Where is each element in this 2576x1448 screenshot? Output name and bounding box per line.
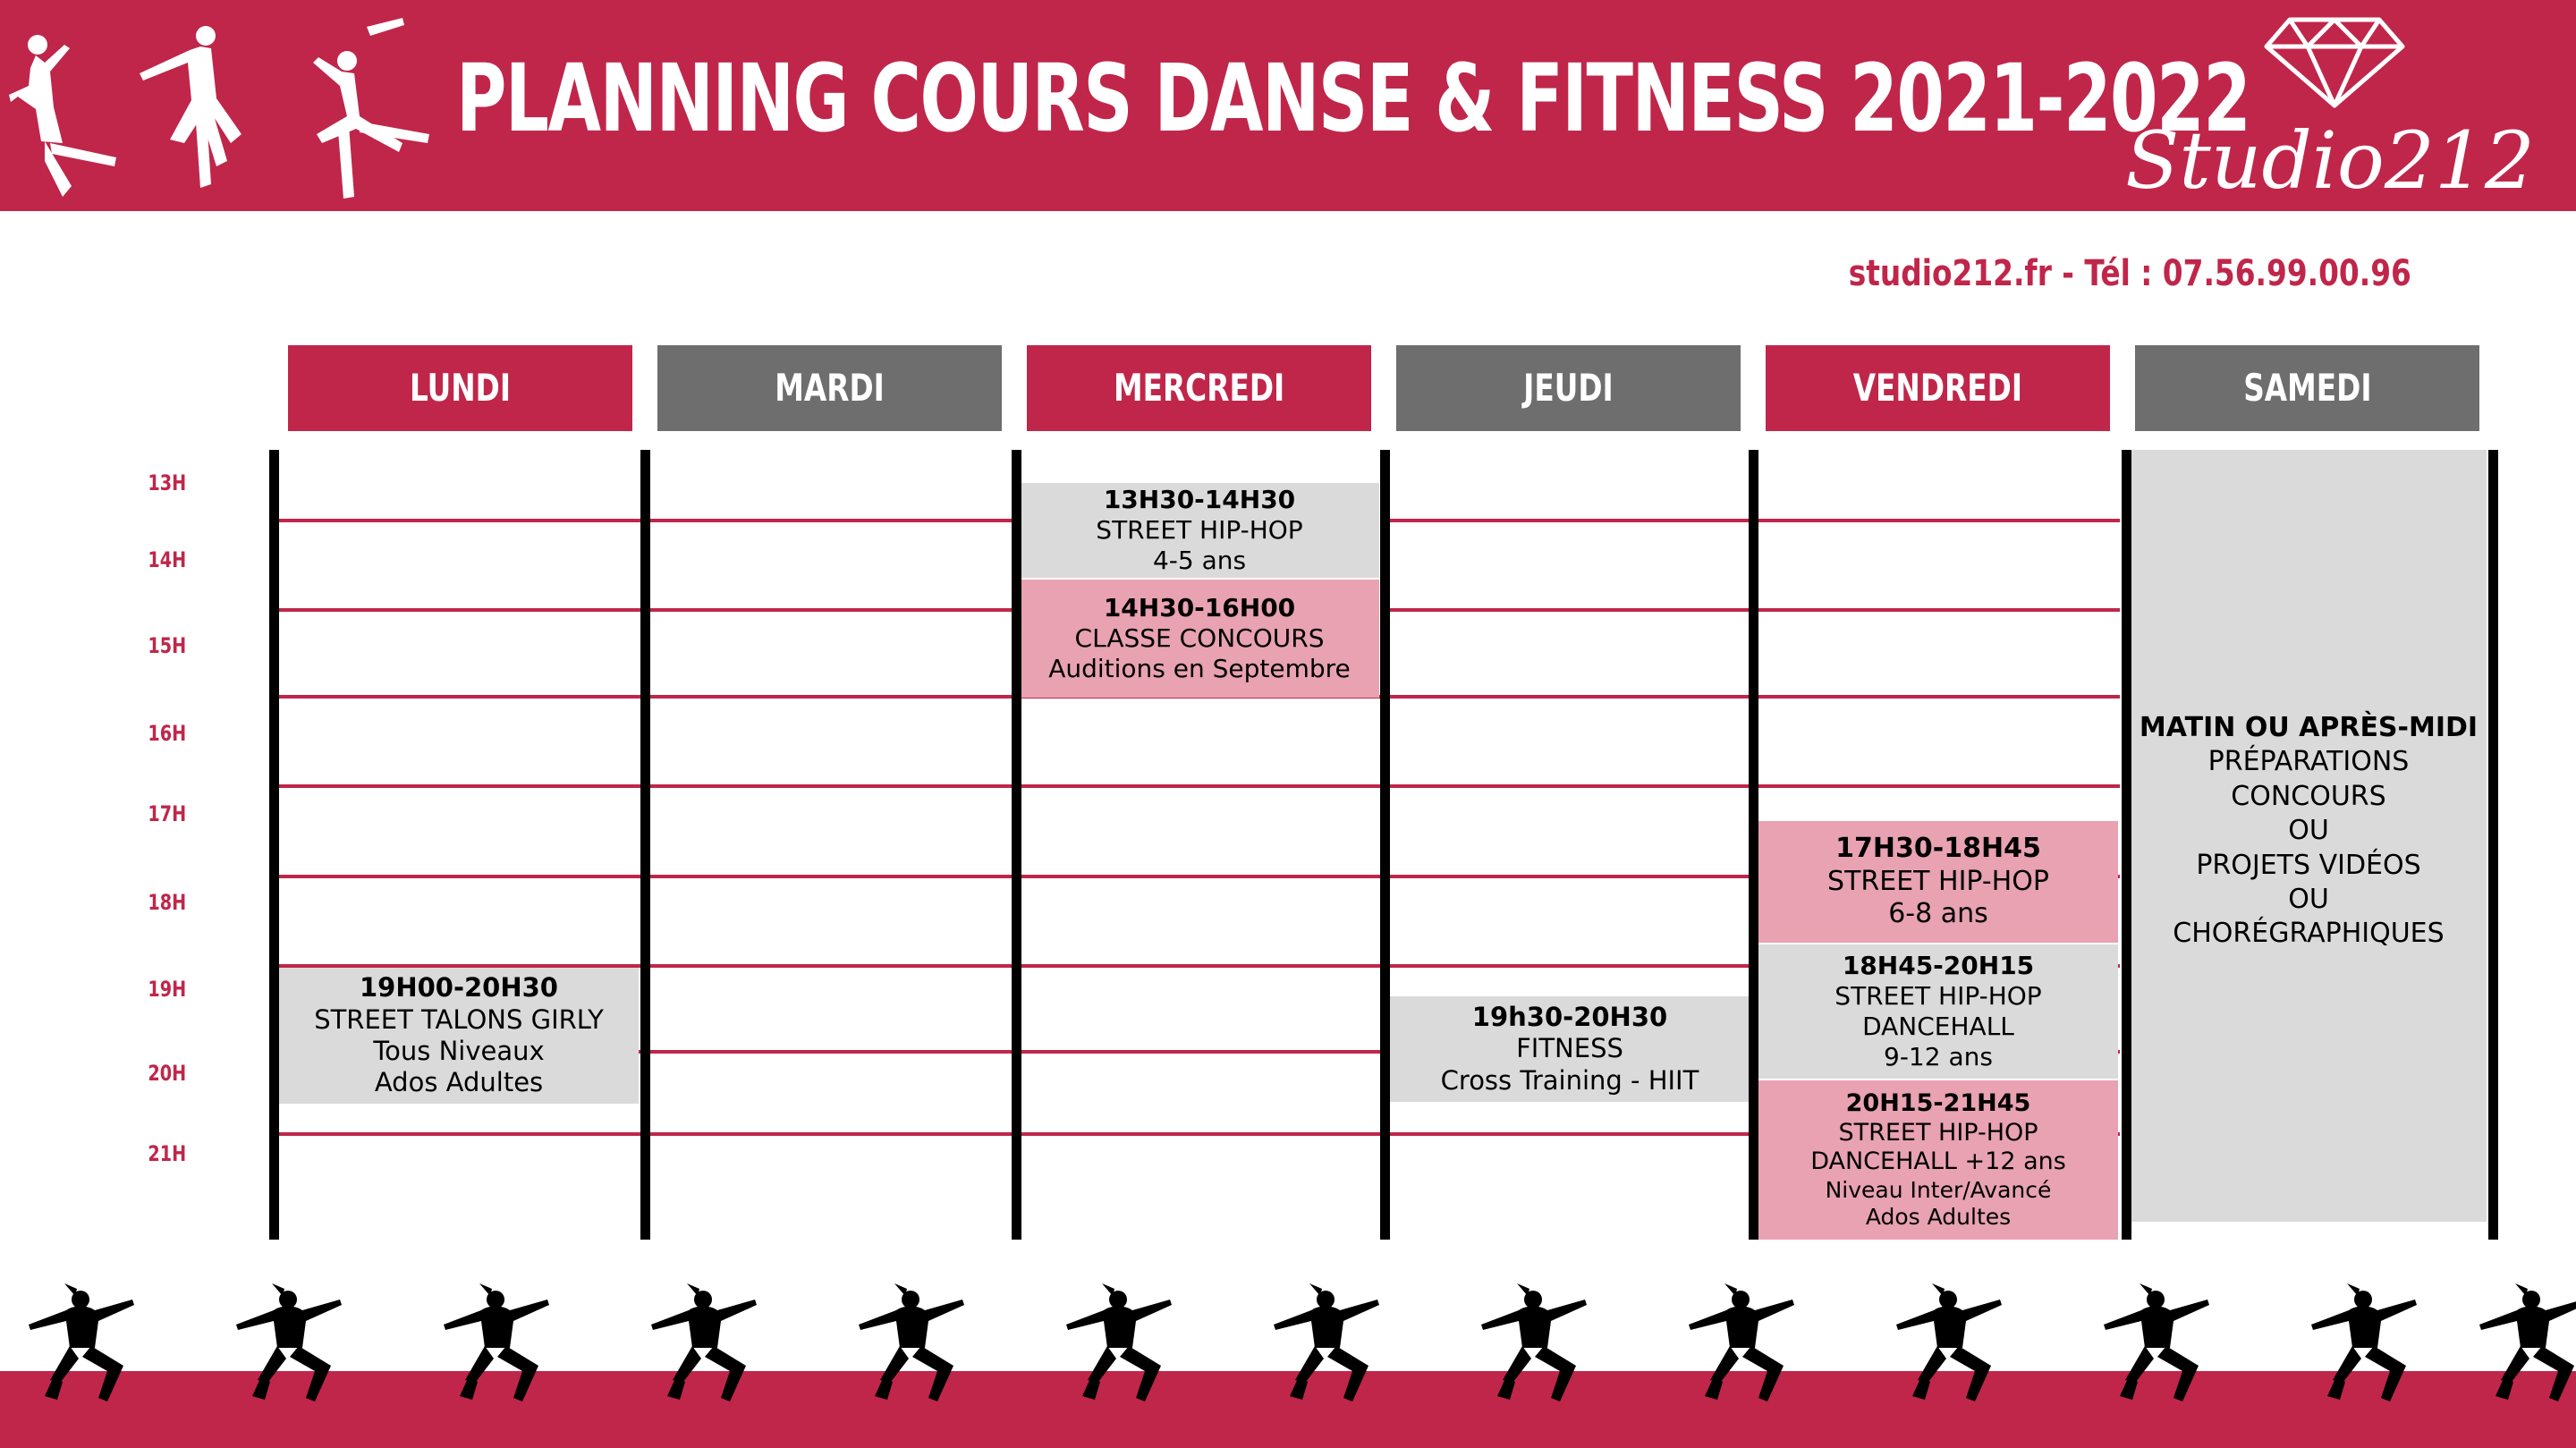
dancer-silhouette-icon <box>2104 1283 2209 1401</box>
class-line: PROJETS VIDÉOS <box>2196 849 2421 881</box>
class-line: DANCEHALL <box>1862 1012 2014 1041</box>
contact-info[interactable]: studio212.fr - Tél : 07.56.99.00.96 <box>1848 253 2411 294</box>
class-line: DANCEHALL +12 ans <box>1810 1147 2066 1176</box>
column-divider <box>1012 450 1021 1240</box>
class-time: 19H00-20H30 <box>359 972 558 1003</box>
column-divider <box>1749 450 1758 1240</box>
class-line: 4-5 ans <box>1152 546 1247 576</box>
day-header-vendredi: VENDREDI <box>1766 345 2110 431</box>
class-block-lundi-street-talons[interactable] <box>279 968 639 1104</box>
dancer-silhouette-icon <box>1896 1283 2002 1401</box>
class-line: STREET HIP-HOP <box>1827 865 2049 897</box>
column-divider <box>2488 450 2498 1240</box>
class-block-vendredi-street-hiphop-9-12[interactable] <box>1758 944 2118 1079</box>
dancer-silhouette-icon <box>236 1283 342 1401</box>
class-line: 6-8 ans <box>1888 898 1988 930</box>
class-time: MATIN OU APRÈS-MIDI <box>2139 712 2479 743</box>
class-line: Tous Niveaux <box>373 1036 545 1066</box>
dancer-silhouette-icon <box>2479 1283 2576 1401</box>
dancer-silhouette-icon <box>1481 1283 1587 1401</box>
day-header-lundi: LUNDI <box>288 345 632 431</box>
day-header-jeudi: JEUDI <box>1396 345 1741 431</box>
dancers-logo-icon <box>9 9 438 210</box>
hour-label-14h: 14H <box>148 547 187 572</box>
column-divider <box>1380 450 1390 1240</box>
class-time: 18H45-20H15 <box>1842 950 2035 980</box>
brand-logo-text: Studio212 <box>2125 114 2535 207</box>
class-line: STREET HIP-HOP <box>1096 514 1303 545</box>
page-title: PLANNING COURS DANSE & FITNESS 2021-2022 <box>456 44 2250 153</box>
hour-label-17h: 17H <box>148 801 187 826</box>
day-header-mardi: MARDI <box>657 345 1002 431</box>
hour-label-21h: 21H <box>148 1141 187 1166</box>
class-block-vendredi-street-hiphop-6-8[interactable] <box>1758 821 2118 943</box>
class-line: PRÉPARATIONS <box>2207 746 2410 778</box>
class-line: CONCOURS <box>2231 780 2386 812</box>
class-block-mercredi-street-hiphop[interactable] <box>1020 483 1379 578</box>
class-time: 20H15-21H45 <box>1845 1089 2031 1118</box>
diamond-logo-icon <box>2263 16 2406 109</box>
dancer-silhouette-icon <box>444 1283 549 1401</box>
day-header-samedi: SAMEDI <box>2135 345 2479 431</box>
dancer-silhouette-icon <box>1274 1283 1379 1401</box>
column-divider <box>640 450 650 1240</box>
class-time: 14H30-16H00 <box>1103 592 1296 622</box>
class-line: OU <box>2288 815 2329 847</box>
class-line: 9-12 ans <box>1884 1042 1993 1072</box>
hour-label-13h: 13H <box>148 470 187 495</box>
class-line: Ados Adultes <box>374 1067 544 1098</box>
dancer-silhouettes-row <box>0 1270 2576 1404</box>
dancer-silhouette-icon <box>1066 1283 1172 1401</box>
class-block-vendredi-street-hiphop-12plus[interactable] <box>1758 1080 2118 1240</box>
class-line: Niveau Inter/Avancé <box>1825 1176 2052 1203</box>
column-divider <box>269 450 279 1240</box>
class-line: Auditions en Septembre <box>1048 654 1351 684</box>
class-line: Cross Training - HIIT <box>1440 1064 1699 1096</box>
hour-label-18h: 18H <box>148 890 187 915</box>
class-line: FITNESS <box>1516 1033 1623 1064</box>
dancer-silhouette-icon <box>859 1283 964 1401</box>
class-time: 13H30-14H30 <box>1103 484 1296 514</box>
hour-label-16h: 16H <box>148 721 187 746</box>
class-line: CLASSE CONCOURS <box>1074 622 1325 653</box>
hour-label-19h: 19H <box>148 977 187 1002</box>
day-header-mercredi: MERCREDI <box>1027 345 1371 431</box>
class-time: 17H30-18H45 <box>1835 833 2041 865</box>
class-line: STREET TALONS GIRLY <box>314 1003 604 1035</box>
class-line: OU <box>2288 883 2329 915</box>
class-line: Ados Adultes <box>1865 1203 2012 1230</box>
class-block-samedi-preparations[interactable] <box>2131 450 2487 1222</box>
hour-label-15h: 15H <box>148 633 187 658</box>
dancer-silhouette-icon <box>2311 1283 2417 1401</box>
class-block-mercredi-classe-concours[interactable] <box>1020 580 1379 698</box>
column-divider <box>2122 450 2131 1240</box>
hour-label-20h: 20H <box>148 1061 187 1086</box>
class-block-jeudi-fitness[interactable] <box>1390 996 1750 1102</box>
dancer-silhouette-icon <box>29 1283 134 1401</box>
class-time: 19h30-20H30 <box>1471 1001 1668 1032</box>
class-line: CHORÉGRAPHIQUES <box>2173 918 2445 950</box>
class-line: STREET HIP-HOP <box>1838 1118 2038 1147</box>
dancer-silhouette-icon <box>651 1283 757 1401</box>
hour-line <box>274 784 2120 788</box>
class-line: STREET HIP-HOP <box>1835 980 2042 1011</box>
dancer-silhouette-icon <box>1689 1283 1794 1401</box>
